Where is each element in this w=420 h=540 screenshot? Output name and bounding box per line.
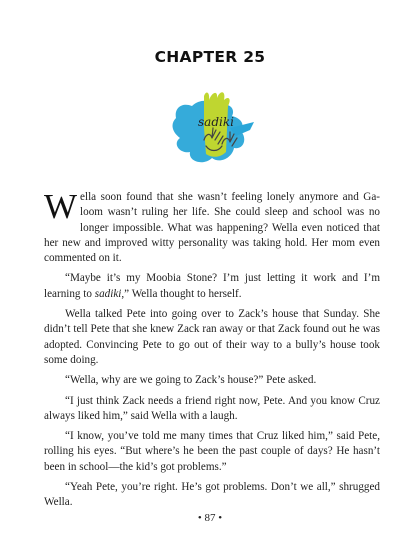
- paragraph-1-text: ella soon found that she wasn’t feeling lonely anymore and Ga-loom wasn’t ruling her life. She could sleep and school was no longer impossible. What was happening? Wella even noticed that her new and improved witty personality was taking hold. Her mom even commented on it.: [44, 191, 380, 265]
- paragraph-4: “Wella, why are we going to Zack’s house?” Pete asked.: [65, 374, 317, 387]
- drop-cap: W: [44, 187, 78, 226]
- paragraph-2: [44, 271, 380, 302]
- sadiki-logo: [170, 88, 260, 168]
- paragraph-3: Wella talked Pete into going over to Zack’s house that Sunday. She didn’t tell Pete that she knew Zack ran away or that Zack found out he was adopted. Convincing Pete to go out of their way to a bully’s house took some doing.: [44, 308, 380, 366]
- paragraph-2-emphasis: sadiki: [94, 287, 122, 300]
- paragraph-2-text-start: “Maybe it’s my Moobia Stone? I’m just letting it work and I’m learning to: [44, 272, 380, 300]
- sadiki-illustration: [170, 88, 260, 168]
- paragraph-7: “Yeah Pete, you’re right. He’s got problems. Don’t we all,” shrugged Wella.: [44, 481, 380, 509]
- sadiki-logo-text: sadiki: [198, 115, 234, 129]
- page-number: • 87 •: [197, 512, 223, 524]
- paragraph-1: [44, 187, 380, 266]
- chapter-body: [44, 187, 380, 516]
- paragraph-5: “I just think Zack needs a friend right now, Pete. And you know Cruz always liked him,” said Wella with a laugh.: [44, 394, 380, 422]
- paragraph-6: “I know, you’ve told me many times that Cruz liked him,” said Pete, rolling his eyes. “But where’s he been the past couple of days? He hasn’t been in school—the kid’s got problems.”: [44, 430, 380, 473]
- paragraph-2-text-end: ,” Wella thought to herself.: [121, 287, 242, 300]
- chapter-title: CHAPTER 25: [154, 48, 266, 66]
